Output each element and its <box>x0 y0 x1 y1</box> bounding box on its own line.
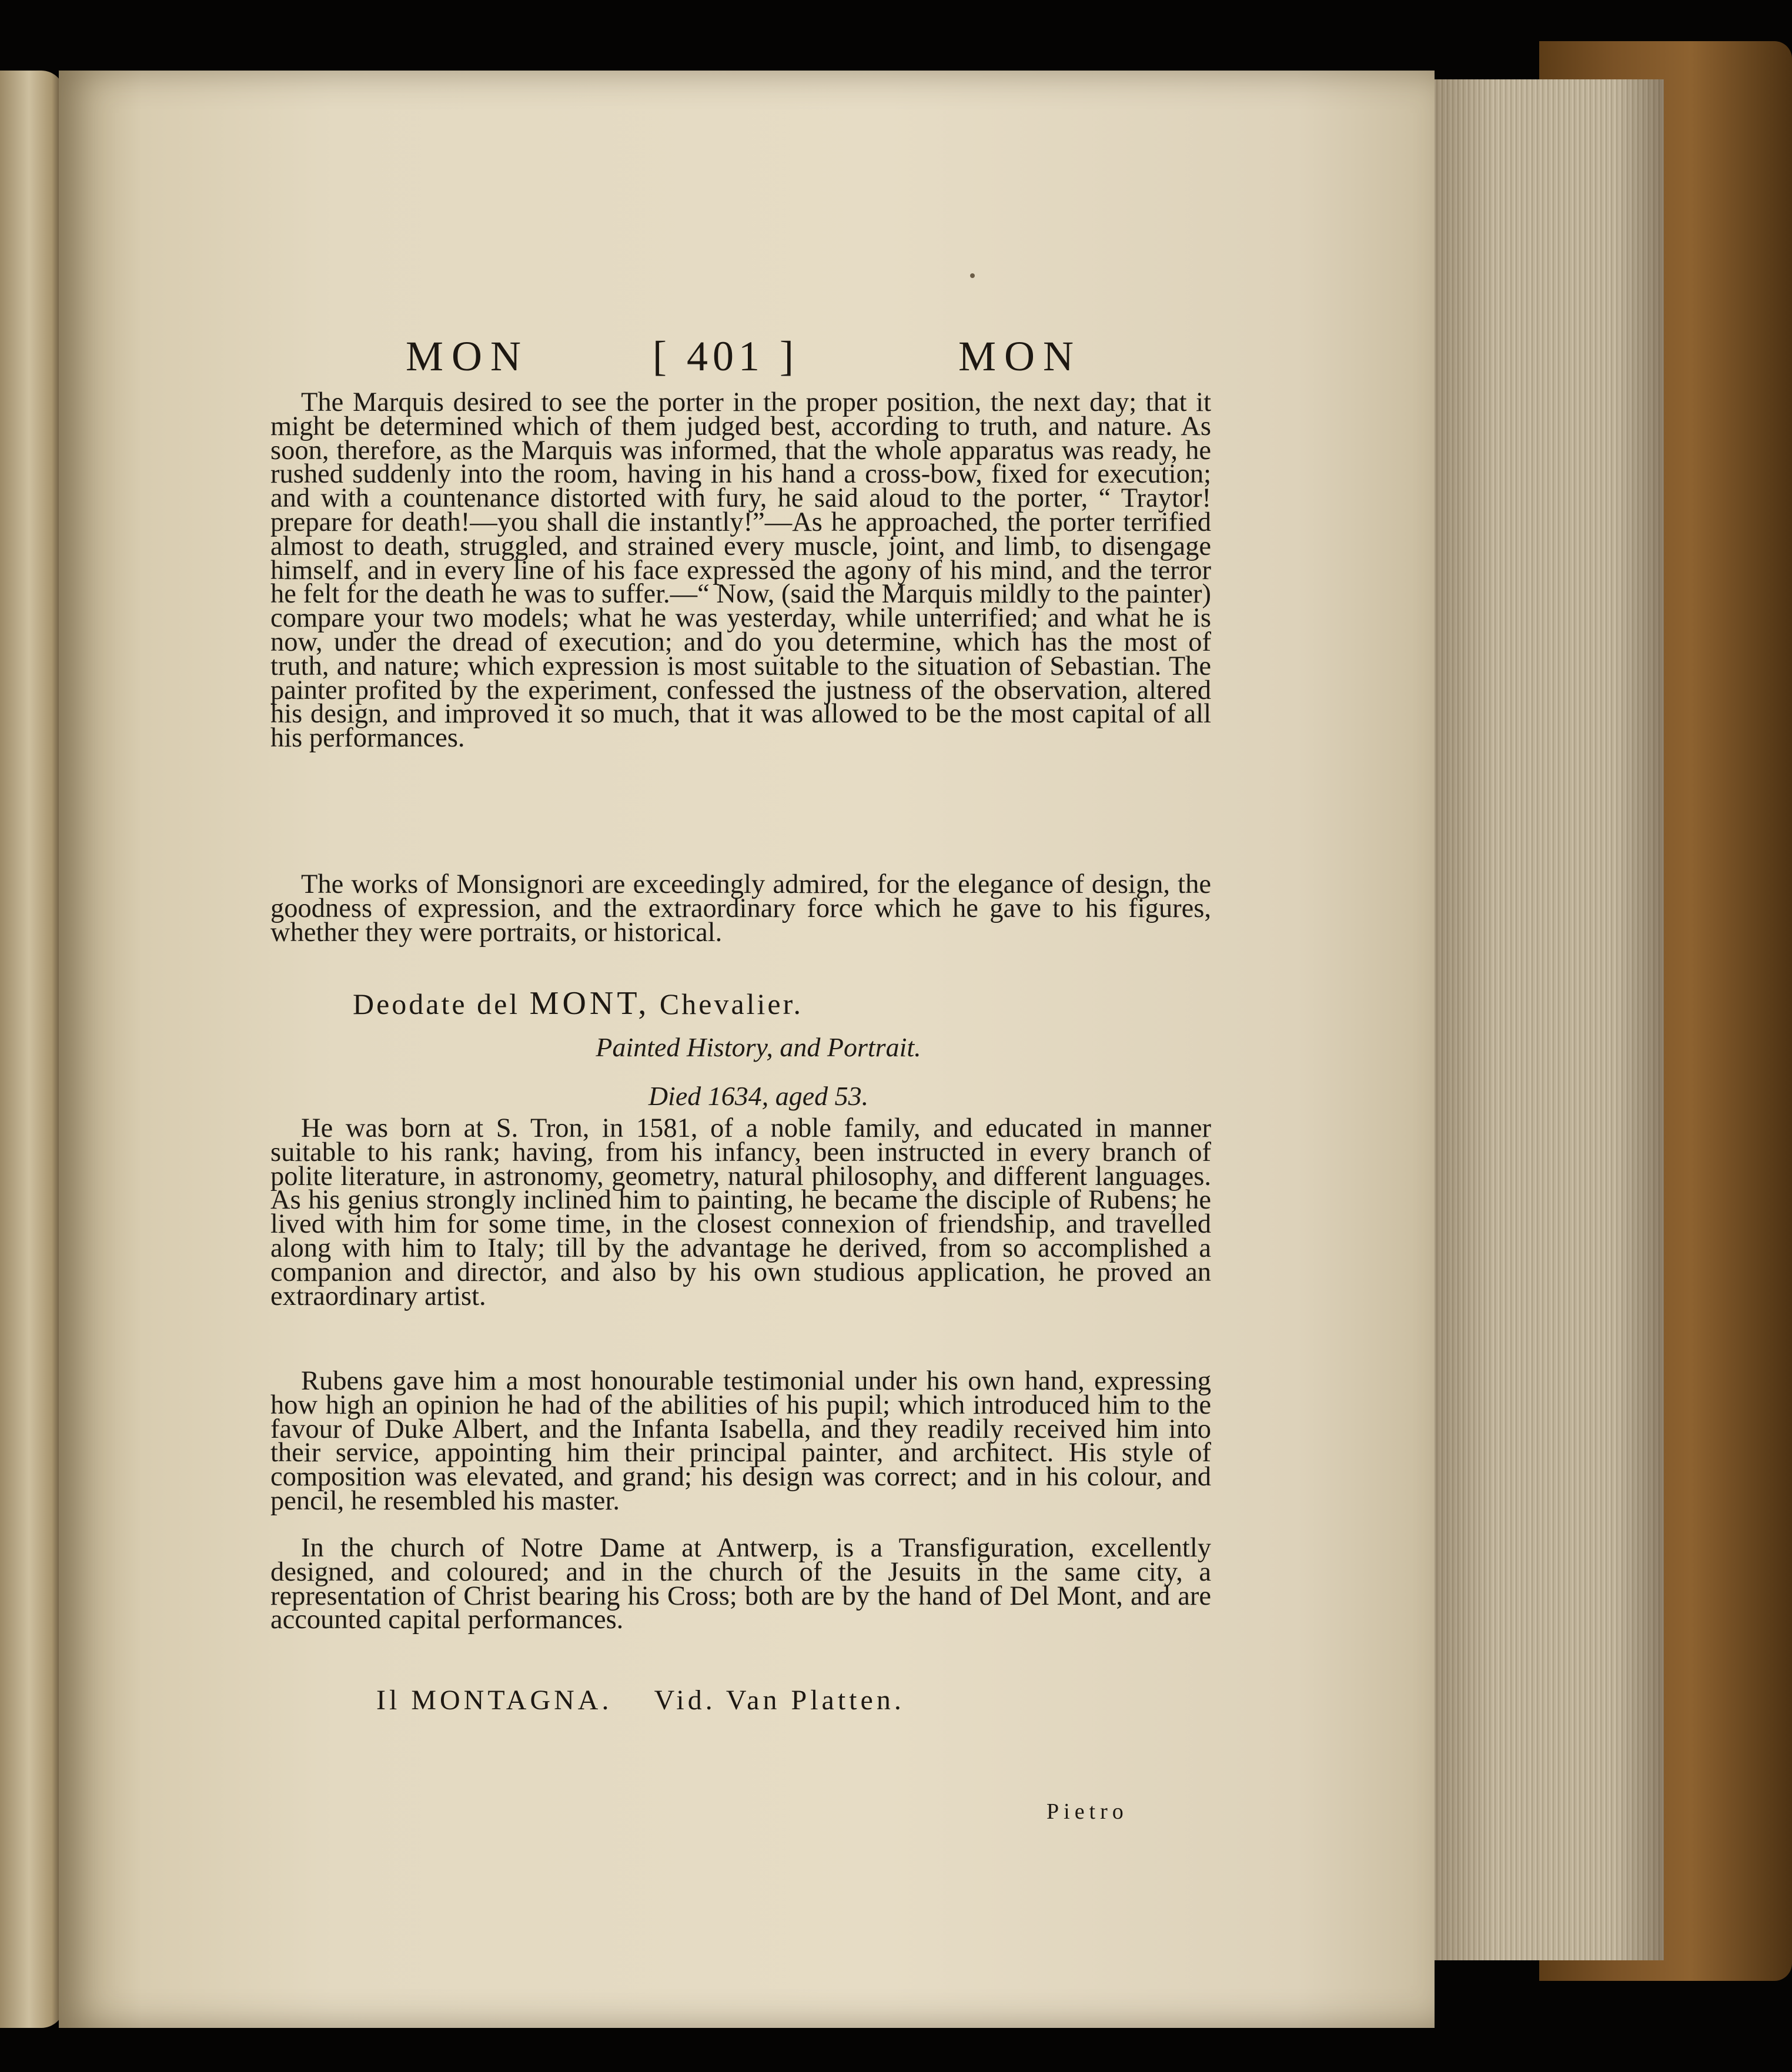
entry-title-suffix: Chevalier. <box>659 988 804 1020</box>
entry-heading <box>353 985 1235 1022</box>
header-right-word: MON <box>958 333 1082 380</box>
paragraph-text: In the church of Notre Dame at Antwerp, is a Transfiguration, excellently designed, and coloured; and in the church of the Jesuits in the same city, a representation of Christ bearing his Cross; both are by the hand of Del Mont, and are accounted capital performances. <box>270 1533 1211 1635</box>
book-page <box>59 71 1435 2028</box>
paragraph-text: The works of Monsignori are exceedingly admired, for the elegance of design, the goodness of expression, and the extraordinary force which he gave to his figures, whether they were portraits, or historical. <box>270 869 1211 948</box>
xref-name: Il MONTAGNA. <box>376 1685 613 1716</box>
paragraph-text: He was born at S. Tron, in 1581, of a noble family, and educated in manner suitable to his rank; having, from his infancy, been instructed in every branch of polite literature, in astronomy, geometry, natural philosophy, and different languages. As his genius strongly inclined him to painting, he became the disciple of Rubens; he lived with him for some time, in the closest connexion of friendship, and travelled along with him to Italy; till by the advantage he derived, from so accomplished a companion and director, and also by his own studious application, he proved an extraordinary artist. <box>270 1113 1211 1311</box>
running-header <box>406 332 1111 385</box>
entry-subject: Painted History, and Portrait. <box>596 1032 921 1062</box>
cross-reference <box>376 1684 1199 1716</box>
previous-page-edge <box>0 71 65 2028</box>
entry-name-prefix: Deodate del <box>353 988 520 1020</box>
paper-spot <box>970 273 975 278</box>
paragraph-born <box>270 1113 1211 1311</box>
paragraph-text: Rubens gave him a most honourable testimonial under his own hand, expressing how high an opinion he had of the abilities of his pupil; which introduced him to the favour of Duke Albert, and the Infanta Isabella, and they readily received him into their service, appointing him their principal painter, and architect. His style of composition was elevated, and grand; his design was correct; and in his colour, and pencil, he resembled his master. <box>270 1366 1211 1516</box>
entry-surname: MONT, <box>529 985 650 1022</box>
xref-see: Vid. Van Platten. <box>654 1685 905 1716</box>
paragraph-rubens <box>270 1366 1211 1516</box>
catchword: Pietro <box>1047 1799 1128 1824</box>
paragraph-works <box>270 869 1211 948</box>
page-block-edges <box>1423 79 1664 1960</box>
entry-dates: Died 1634, aged 53. <box>648 1081 869 1111</box>
paragraph-marquis <box>270 387 1211 754</box>
header-left-word: MON <box>406 333 530 380</box>
page-number: [ 401 ] <box>653 333 798 380</box>
paragraph-text: The Marquis desired to see the porter in the proper position, the next day; that it might be determined which of them judged best, according to truth, and nature. As soon, therefore, as the Marquis was informed, that the whole apparatus was ready, he rushed suddenly into the room, having in his hand a cross-bow, fixed for execution; and with a countenance distorted with fury, he said aloud to the porter, “ Traytor! prepare for death!—you shall die instantly!”—As he approached, the porter terrified almost to death, struggled, and strained every muscle, joint, and limb, to disengage himself, and in every line of his face expressed the agony of his mind, and the terror he felt for the death he was to suffer.—“ Now, (said the Marquis mildly to the painter) compare your two models; what he was yesterday, while unterrified; and what he is now, under the dread of execution; and do you determine, which has the most of truth, and nature; which expression is most suitable to the situation of Sebastian. The painter profited by the experiment, confessed the justness of the observation, altered his design, and improved it so much, that it was allowed to be the most capital of all his performances. <box>270 387 1211 754</box>
paragraph-church <box>270 1533 1211 1635</box>
